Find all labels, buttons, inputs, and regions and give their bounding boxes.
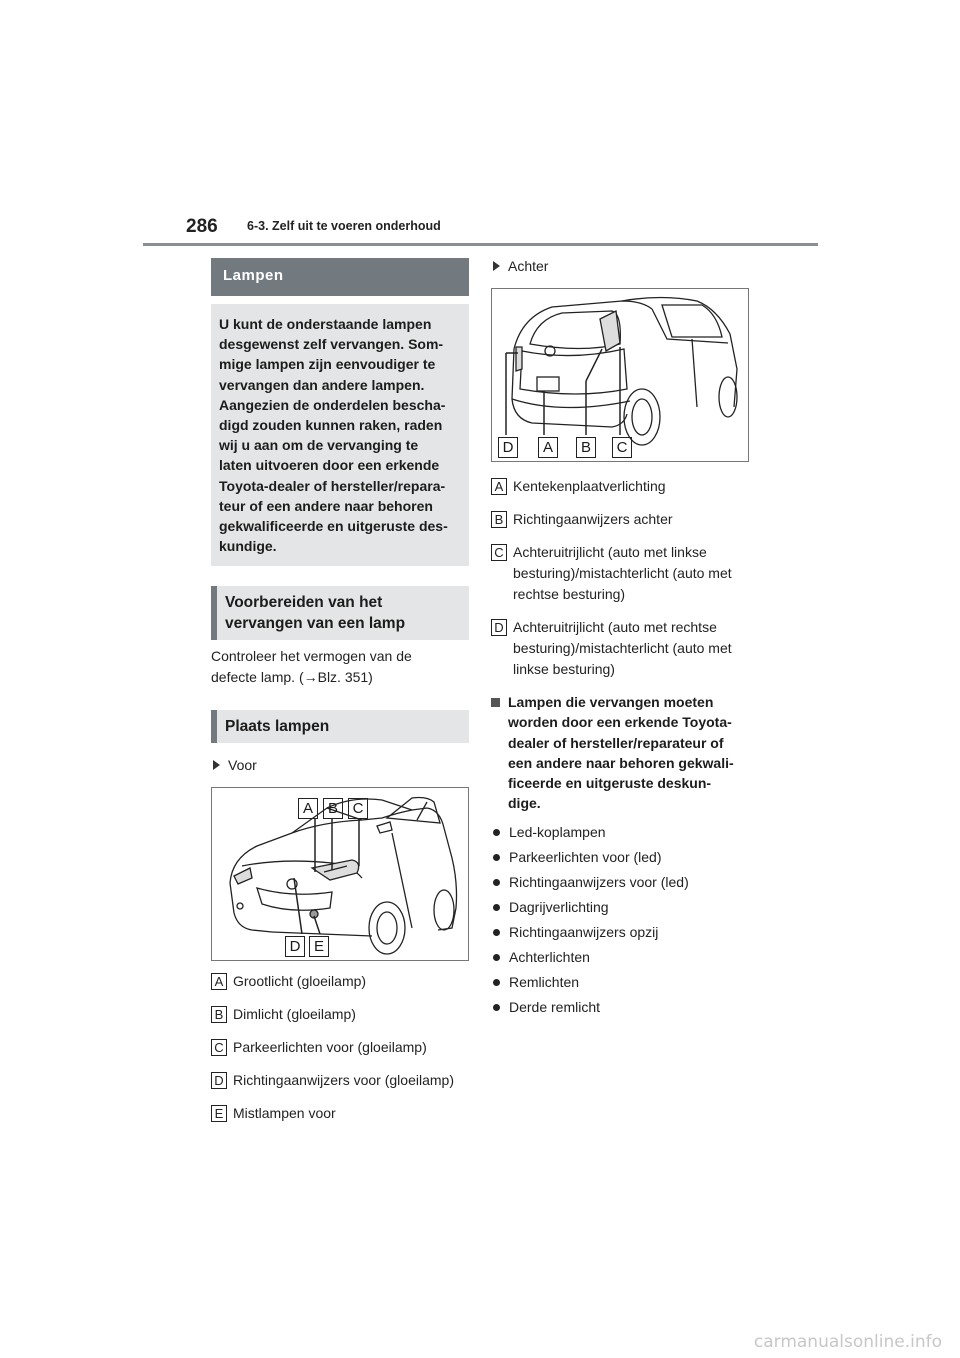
list-item: Led-koplampen [491, 820, 749, 845]
arrow-bullet-icon [493, 261, 500, 271]
left-column [211, 258, 469, 1136]
legend-key: C [491, 544, 507, 561]
notice-line: Toyota-dealer of hersteller/repara- [219, 477, 446, 494]
legend-key: A [491, 478, 507, 495]
figure-label-b: B [576, 437, 596, 458]
heading-line: Voorbereiden van het [225, 594, 383, 612]
legend-key: A [211, 973, 227, 990]
dot-bullet-icon [493, 929, 500, 936]
legend-text: Mistlampen voor [233, 1105, 336, 1122]
legend-text: Grootlicht (gloeilamp) [233, 973, 367, 990]
legend-text: Richtingaanwijzers achter [513, 511, 673, 527]
right-column [491, 258, 749, 1020]
notice-line: laten uitvoeren door een erkende [219, 457, 440, 474]
arrow-bullet-icon [213, 760, 220, 770]
dot-bullet-icon [493, 829, 500, 836]
notice-line: mige lampen zijn eenvoudiger te [219, 356, 436, 373]
notice-line: kundige. [219, 538, 277, 555]
dealer-heading-line: een andere naar behoren gekwali- [508, 754, 734, 771]
legend-row [211, 971, 469, 992]
dot-bullet-icon [493, 954, 500, 961]
notice-box [211, 304, 469, 566]
legend-row [211, 1070, 469, 1091]
header-rule [143, 243, 818, 246]
notice-line: teur of een andere naar behoren [219, 497, 433, 514]
legend-row [211, 1103, 469, 1124]
list-item: Remlichten [491, 970, 749, 995]
legend-text: Kentekenplaatverlichting [513, 478, 666, 494]
square-bullet-icon [491, 698, 500, 707]
rear-car-illustration [492, 289, 748, 461]
legend-row [491, 509, 749, 530]
dealer-heading-line: ficeerde en uitgeruste deskun- [508, 775, 712, 792]
legend-text: linkse besturing) [513, 661, 615, 677]
legend-text: Richtingaanwijzers voor (gloeilamp) [233, 1072, 454, 1089]
legend-key: D [491, 619, 507, 636]
section-title: 6-3. Zelf uit te voeren onderhoud [247, 219, 441, 233]
list-item: Derde remlicht [491, 995, 749, 1020]
notice-line: gekwalificeerde en uitgeruste des- [219, 518, 448, 535]
dot-bullet-icon [493, 904, 500, 911]
check-paragraph [211, 646, 469, 688]
rear-car-figure [491, 288, 749, 462]
legend-text: Parkeerlichten voor (gloeilamp) [233, 1039, 427, 1056]
legend-text: besturing)/mistachterlicht (auto met [513, 640, 732, 656]
notice-line: U kunt de onderstaande lampen [219, 316, 432, 332]
dot-bullet-icon [493, 979, 500, 986]
legend-text: Achteruitrijlicht (auto met rechtse [513, 619, 717, 635]
legend-key: B [211, 1006, 227, 1023]
check-line: Controleer het vermogen van de [211, 648, 412, 665]
legend-text: Achteruitrijlicht (auto met linkse [513, 544, 707, 560]
heading-voorbereiden [211, 586, 469, 640]
dealer-heading-line: dige. [508, 795, 541, 812]
legend-key: B [491, 511, 507, 528]
legend-row [211, 1004, 469, 1025]
legend-row [491, 542, 749, 605]
check-line[interactable]: defecte lamp. (→Blz. 351) [211, 669, 373, 686]
legend-text: Dimlicht (gloeilamp) [233, 1006, 356, 1023]
figure-label-d: D [285, 936, 305, 957]
figure-label-c: C [348, 798, 368, 819]
dot-bullet-icon [493, 854, 500, 861]
list-item: Parkeerlichten voor (led) [491, 845, 749, 870]
heading-line: vervangen van een lamp [225, 615, 406, 633]
dealer-heading-line: dealer of hersteller/reparateur of [508, 734, 724, 751]
front-car-figure [211, 787, 469, 961]
figure-label-d: D [498, 437, 518, 458]
notice-line: wij u aan om de vervanging te [219, 437, 419, 454]
notice-line: desgewenst zelf vervangen. Som- [219, 336, 444, 353]
dot-bullet-icon [493, 1004, 500, 1011]
dealer-list [491, 820, 749, 1020]
dealer-heading-line: worden door een erkende Toyota- [508, 714, 732, 731]
legend-row [211, 1037, 469, 1058]
heading-lampen: Lampen [211, 258, 469, 296]
front-label: Voor [211, 757, 469, 773]
notice-line: vervangen dan andere lampen. [219, 376, 425, 393]
list-item: Dagrijverlichting [491, 895, 749, 920]
rear-legend [491, 476, 749, 680]
watermark: carmanualsonline.info [753, 1332, 942, 1352]
list-item: Richtingaanwijzers voor (led) [491, 870, 749, 895]
dot-bullet-icon [493, 879, 500, 886]
figure-label-a: A [298, 798, 318, 819]
dealer-heading-line: Lampen die vervangen moeten [508, 694, 714, 710]
list-item: Richtingaanwijzers opzij [491, 920, 749, 945]
legend-key: D [211, 1072, 227, 1089]
legend-row [491, 476, 749, 497]
list-item: Achterlichten [491, 945, 749, 970]
dealer-heading [491, 692, 749, 814]
figure-label-e: E [309, 936, 329, 957]
legend-text: rechtse besturing) [513, 586, 626, 602]
heading-line: Plaats lampen [225, 718, 330, 736]
legend-key: C [211, 1039, 227, 1056]
rear-label: Achter [491, 258, 749, 274]
front-legend [211, 971, 469, 1124]
heading-plaats-lampen [211, 710, 469, 743]
figure-label-c: C [612, 437, 632, 458]
notice-line: Aangezien de onderdelen bescha- [219, 396, 446, 413]
notice-line: digd zouden kunnen raken, raden [219, 417, 443, 434]
legend-text: besturing)/mistachterlicht (auto met [513, 565, 732, 581]
figure-label-b: B [323, 798, 343, 819]
legend-key: E [211, 1105, 227, 1122]
figure-label-a: A [538, 437, 558, 458]
page-number: 286 [186, 216, 218, 237]
legend-row [491, 617, 749, 680]
